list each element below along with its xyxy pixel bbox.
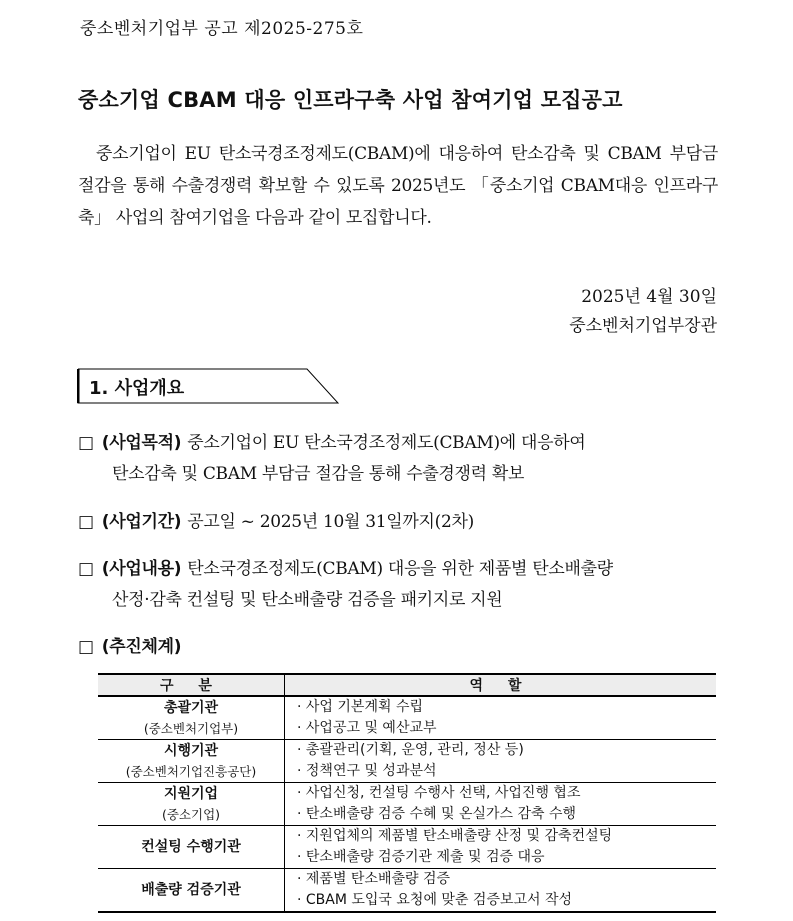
org-cell [98, 696, 285, 740]
role-line: · 정책연구 및 성과분석 [297, 763, 437, 779]
table-row [98, 740, 716, 783]
item-key: (사업기간) [101, 512, 182, 532]
org-sub: (중소벤처기업부) [143, 720, 239, 736]
org-sub: (중소기업) [161, 806, 221, 822]
org-cell [98, 869, 285, 913]
issuer: 중소벤처기업부장관 [569, 316, 717, 336]
checkbox-icon: □ [78, 433, 94, 453]
role-cell [285, 826, 717, 869]
role-cell [285, 783, 717, 826]
table-header-category: 구 분 [98, 674, 285, 696]
checkbox-icon: □ [78, 512, 94, 532]
item-content [78, 554, 720, 616]
role-cell [285, 696, 717, 740]
table-header-row [98, 674, 716, 696]
table-row [98, 696, 716, 740]
item-period [78, 507, 720, 538]
role-line: · 지원업체의 제품별 탄소배출량 산정 및 감축컨설팅 [297, 828, 613, 844]
item-text: 중소기업이 EU 탄소국경조정제도(CBAM)에 대응하여 [187, 433, 586, 453]
notice-date: 2025년 4월 30일 [581, 287, 717, 307]
item-text-cont: 산정·감축 컨설팅 및 탄소배출량 검증을 패키지로 지원 [112, 590, 503, 610]
org-name: 시행기관 [163, 742, 219, 759]
item-key: (사업내용) [101, 559, 182, 579]
item-text: 탄소국경조정제도(CBAM) 대응을 위한 제품별 탄소배출량 [187, 559, 613, 579]
notice-number: 중소벤처기업부 공고 제2025-275호 [80, 19, 364, 39]
org-cell [98, 826, 285, 869]
section-title: 1. 사업개요 [89, 378, 185, 399]
table-header-role: 역 할 [285, 674, 717, 696]
item-structure [78, 632, 720, 663]
table-row [98, 826, 716, 869]
org-name: 지원기업 [163, 785, 219, 802]
section-header-overview [77, 368, 339, 404]
table-row [98, 783, 716, 826]
role-line: · 사업공고 및 예산교부 [297, 720, 437, 736]
structure-table [98, 673, 716, 913]
item-key: (추진체계) [101, 637, 182, 657]
checkbox-icon: □ [78, 637, 94, 657]
item-text-cont: 탄소감축 및 CBAM 부담금 절감을 통해 수출경쟁력 확보 [112, 464, 525, 484]
role-line: · 총괄관리(기획, 운영, 관리, 정산 등) [297, 742, 524, 758]
role-line: · 탄소배출량 검증 수혜 및 온실가스 감축 수행 [297, 806, 577, 822]
org-cell [98, 783, 285, 826]
table-row [98, 869, 716, 913]
org-name: 배출량 검증기관 [141, 881, 241, 898]
document-title: 중소기업 CBAM 대응 인프라구축 사업 참여기업 모집공고 [78, 88, 623, 112]
role-cell [285, 869, 717, 913]
role-line: · 사업 기본계획 수립 [297, 699, 423, 715]
org-name: 컨설팅 수행기관 [141, 838, 241, 855]
role-cell [285, 740, 717, 783]
checkbox-icon: □ [78, 559, 94, 579]
role-line: · 사업신청, 컨설팅 수행사 선택, 사업진행 협조 [297, 785, 581, 801]
role-line: · CBAM 도입국 요청에 맞춘 검증보고서 작성 [297, 892, 573, 908]
org-name: 총괄기관 [163, 699, 219, 716]
org-sub: (중소벤처기업진흥공단) [125, 763, 257, 779]
role-line: · 제품별 탄소배출량 검증 [297, 871, 451, 887]
item-key: (사업목적) [101, 433, 182, 453]
org-cell [98, 740, 285, 783]
role-line: · 탄소배출량 검증기관 제출 및 검증 대응 [297, 849, 545, 865]
intro-paragraph: 중소기업이 EU 탄소국경조정제도(CBAM)에 대응하여 탄소감축 및 CBAM 부담금 절감을 통해 수출경쟁력 확보할 수 있도록 2025년도 「중소기업 CBAM대응 인프라구축」 사업의 참여기업을 다음과 같이 모집합니다. [78, 144, 718, 228]
item-purpose [78, 428, 720, 490]
item-text: 공고일 ~ 2025년 10월 31일까지(2차) [187, 512, 474, 532]
